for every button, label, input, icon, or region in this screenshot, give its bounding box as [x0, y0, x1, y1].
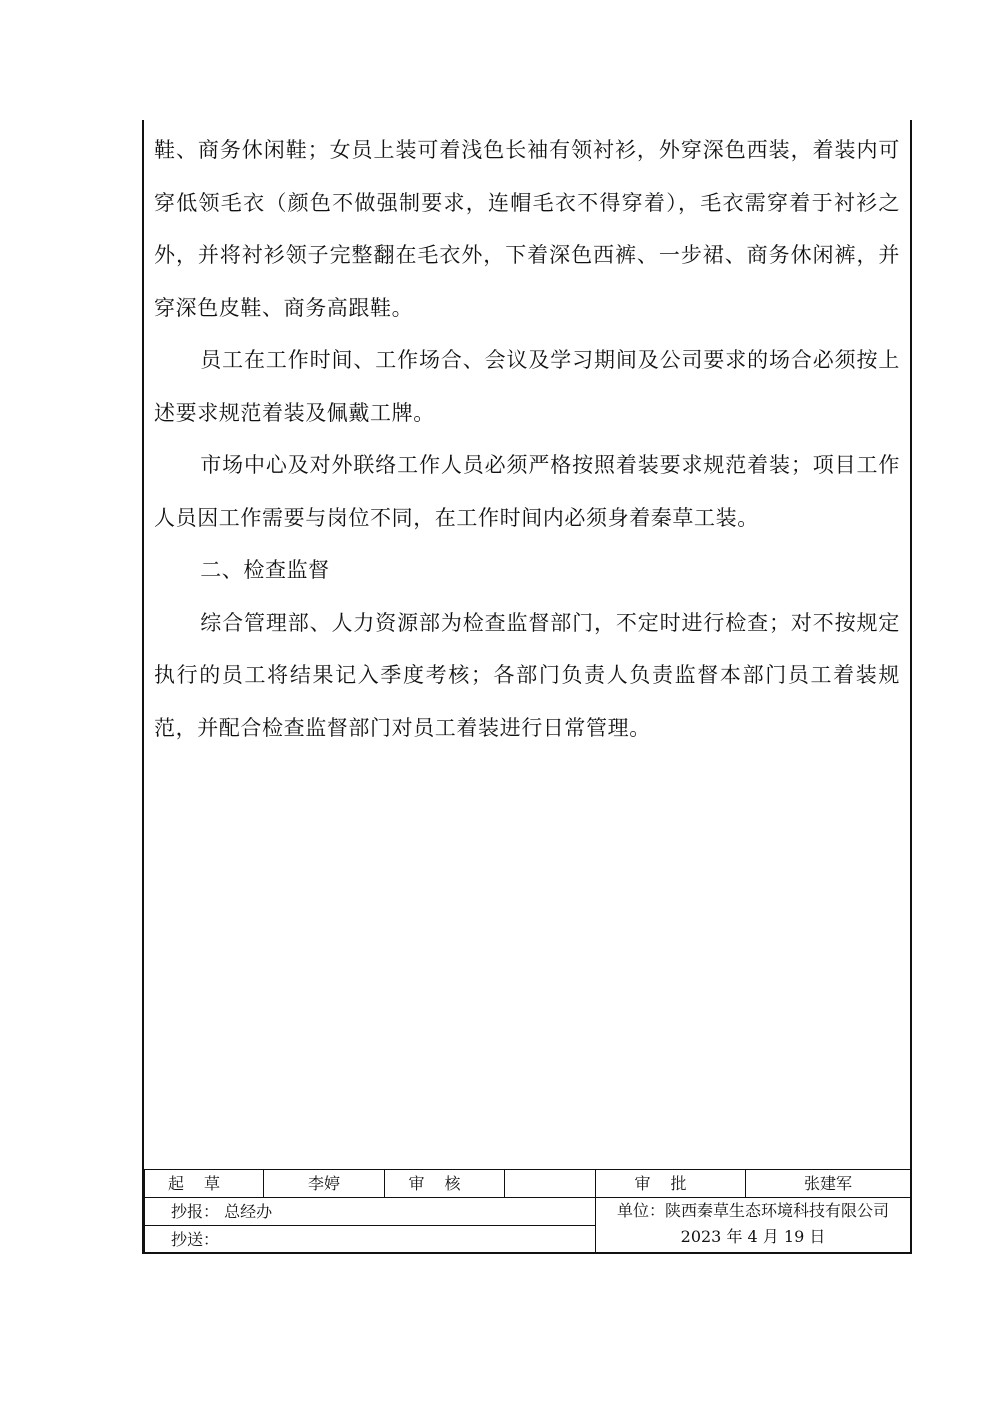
paragraph-dress-requirement: 员工在工作时间、工作场合、会议及学习期间及公司要求的场合必须按上述要求规范着装及佩戴工牌。 — [154, 348, 900, 425]
approve-label-cell — [596, 1170, 746, 1198]
report-label: 抄报： — [171, 1201, 220, 1221]
cc-cell — [145, 1226, 596, 1254]
review-label: 审核 — [408, 1173, 481, 1193]
issuing-unit: 单位：陕西秦草生态环境科技有限公司 — [616, 1201, 889, 1220]
report-value: 总经办 — [224, 1201, 273, 1221]
signoff-row-report — [145, 1198, 911, 1226]
approve-label: 审批 — [634, 1173, 707, 1193]
signoff-table — [144, 1169, 911, 1254]
paragraph-dress-code-continued: 鞋、商务休闲鞋；女员上装可着浅色长袖有领衬衫，外穿深色西装，着装内可穿低领毛衣（颜色不做强制要求，连帽毛衣不得穿着），毛衣需穿着于衬衫之外，并将衬衫领子完整翻在毛衣外，下着深色西裤、一步裙、商务休闲裤，并穿深色皮鞋、商务高跟鞋。 — [154, 138, 900, 320]
issue-date: 2023 年 4 月 19 日 — [680, 1227, 826, 1246]
draft-name: 李婷 — [264, 1170, 385, 1198]
review-name — [505, 1170, 596, 1198]
draft-label-cell — [145, 1170, 264, 1198]
draft-label: 起草 — [167, 1173, 240, 1193]
document-frame — [142, 120, 912, 1254]
signoff-row-approvals — [145, 1170, 911, 1198]
review-label-cell — [385, 1170, 505, 1198]
paragraph-inspection: 综合管理部、人力资源部为检查监督部门，不定时进行检查；对不按规定执行的员工将结果记入季度考核；各部门负责人负责监督本部门员工着装规范，并配合检查监督部门对员工着装进行日常管理。 — [154, 610, 900, 740]
unit-date-cell — [596, 1198, 911, 1254]
approve-name: 张建军 — [746, 1170, 911, 1198]
paragraph-market-center: 市场中心及对外联络工作人员必须严格按照着装要求规范着装；项目工作人员因工作需要与岗位不同，在工作时间内必须身着秦草工装。 — [154, 453, 900, 530]
cc-label: 抄送： — [171, 1229, 220, 1249]
report-cell — [145, 1198, 596, 1226]
document-body — [154, 124, 900, 754]
section-heading-inspection: 二、检查监督 — [200, 558, 330, 582]
